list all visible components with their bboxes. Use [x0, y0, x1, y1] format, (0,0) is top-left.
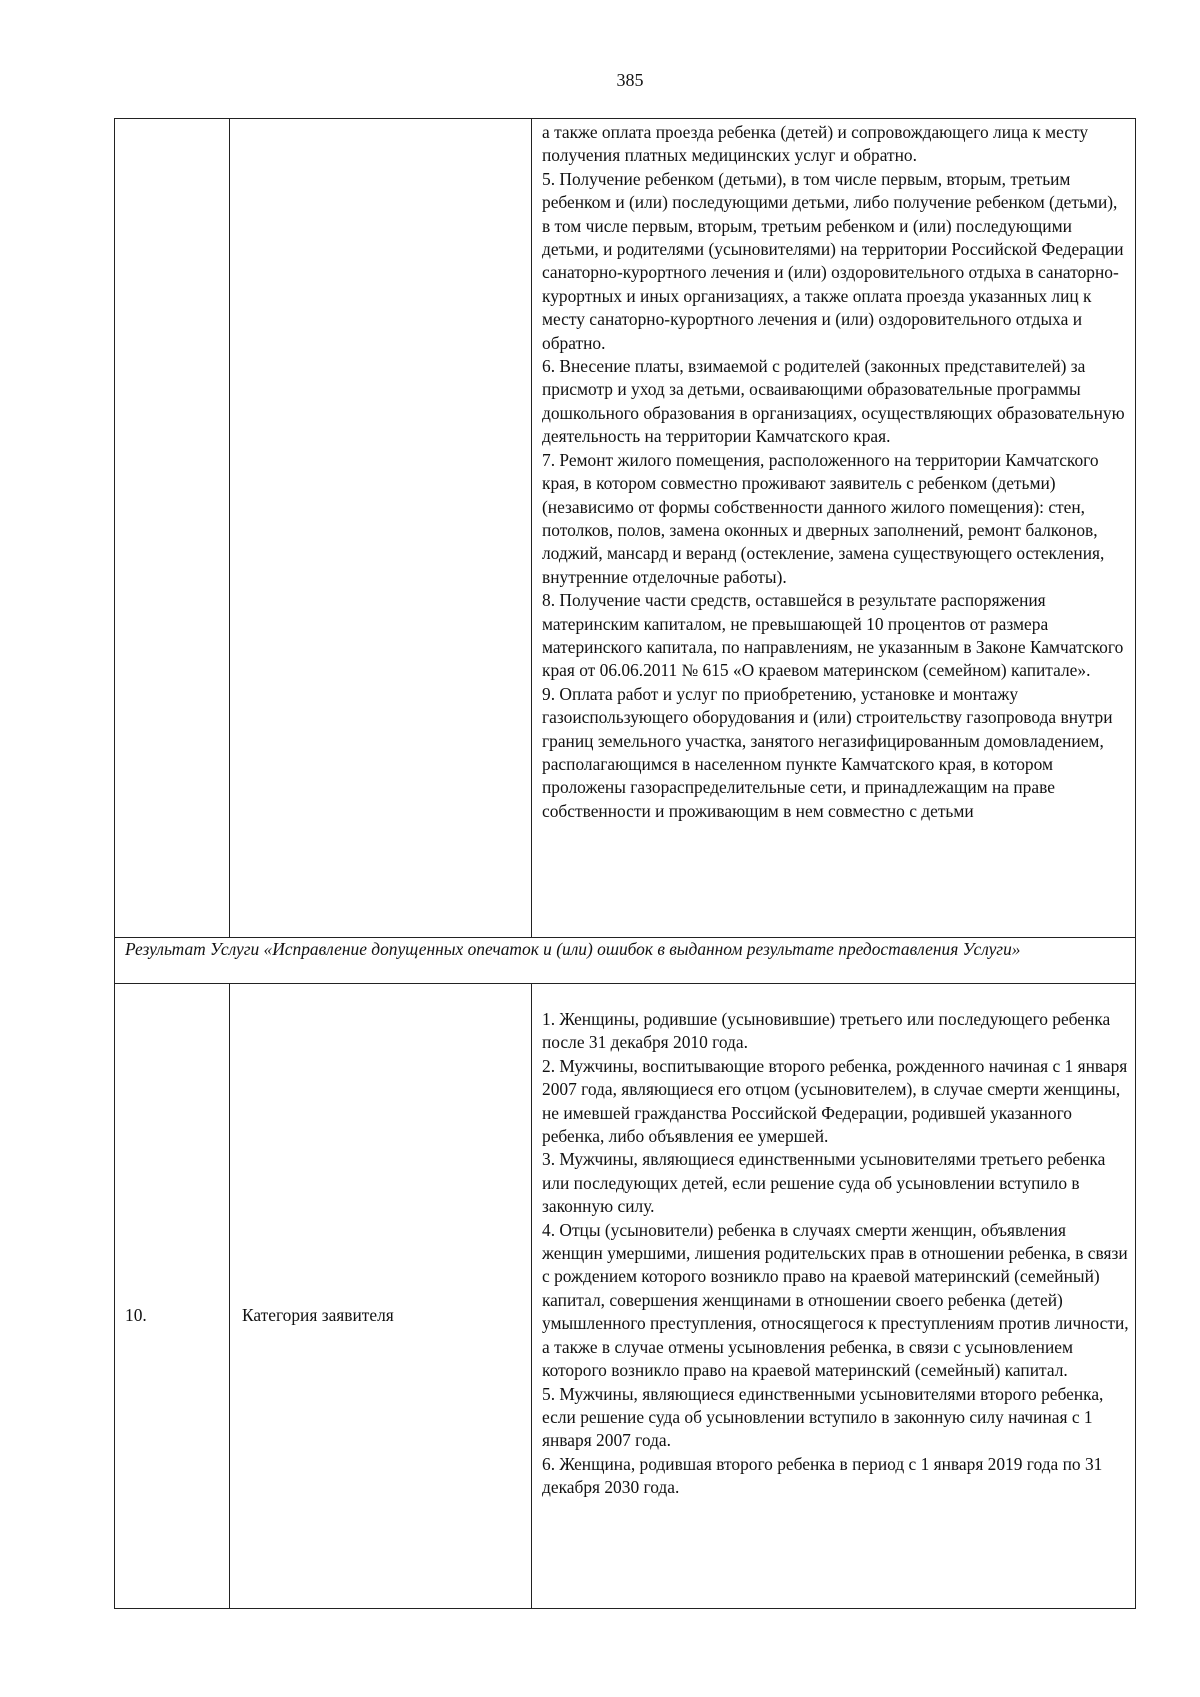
- paragraph: 4. Отцы (усыновители) ребенка в случаях смерти женщин, объявления женщин умершими, лишения родительских прав в отношении ребенка, в связи с рождением которого возникло право на краевой материнский (семейный) капитал, совершения женщинами в отношении своего ребенка (детей) умышленного преступления, относящегося к преступлениям против личности, а также в случае отмены усыновления ребенка, в связи с усыновлением которого возникло право на краевой материнский (семейный) капитал.: [542, 1219, 1129, 1381]
- row-label-cell: [230, 119, 532, 938]
- paragraph: а также оплата проезда ребенка (детей) и сопровождающего лица к месту получения платных медицинских услуг и обратно.: [542, 122, 1089, 166]
- paragraph: 7. Ремонт жилого помещения, расположенного на территории Камчатского края, в котором совместно проживают заявитель с ребенком (детьми) (независимо от формы собственности данного жилого помещения): стен, потолков, полов, замена оконных и дверных заполнений, ремонт балконов, лоджий, мансард и веранд (остекление, замена существующего остекления, внутренние отделочные работы).: [542, 449, 1105, 587]
- paragraph: 8. Получение части средств, оставшейся в результате распоряжения материнским капиталом, не превышающей 10 процентов от размера материнского капитала, по направлениям, не указанным в Законе Камчатского края от 06.06.2011 № 615 «О краевом материнском (семейном) капитале».: [542, 590, 1124, 681]
- row-content-cell: [532, 984, 1136, 1609]
- section-header-row: [115, 938, 1136, 984]
- row-number-cell: [115, 119, 230, 938]
- table-row: [115, 984, 1136, 1609]
- row-content-cell: [532, 119, 1136, 938]
- paragraph: 2. Мужчины, воспитывающие второго ребенка, рожденного начиная с 1 января 2007 года, являющиеся его отцом (усыновителем), в случае смерти женщины, не имевшей гражданства Российской Федерации, родившей указанного ребенка, либо объявления ее умершей.: [542, 1055, 1128, 1147]
- page-number: 385: [616, 70, 644, 90]
- paragraph: 9. Оплата работ и услуг по приобретению, установке и монтажу газоиспользующего оборудования и (или) строительству газопровода внутри границ земельного участка, занятого негазифицированным домовладением, располагающимся в населенном пункте Камчатского края, в котором проложены газораспределительные сети, и принадлежащим на праве собственности и проживающим в нем совместно с детьми: [542, 683, 1113, 821]
- paragraph: 1. Женщины, родившие (усыновившие) третьего или последующего ребенка после 31 декабря 2010 года.: [542, 1009, 1111, 1053]
- row-label-cell: Категория заявителя: [230, 984, 532, 1609]
- paragraph: 6. Женщина, родившая второго ребенка в период с 1 января 2019 года по 31 декабря 2030 года.: [542, 1453, 1103, 1498]
- section-title: Результат Услуги «Исправление допущенных опечаток и (или) ошибок в выданном результате предоставления Услуги»: [115, 938, 1136, 984]
- paragraph: 6. Внесение платы, взимаемой с родителей (законных представителей) за присмотр и уход за детьми, осваивающими образовательные программы дошкольного образования в организациях, осуществляющих образовательную деятельность на территории Камчатского края.: [542, 356, 1125, 447]
- paragraph: 3. Мужчины, являющиеся единственными усыновителями третьего ребенка или последующих детей, если решение суда об усыновлении вступило в законную силу.: [542, 1149, 1106, 1217]
- table-row: [115, 119, 1136, 938]
- document-table: [114, 118, 1136, 1609]
- paragraph: 5. Мужчины, являющиеся единственными усыновителями второго ребенка, если решение суда об усыновлении вступило в законную силу начиная с 1 января 2007 года.: [542, 1383, 1104, 1451]
- row-number-cell: 10.: [115, 984, 230, 1609]
- paragraph: 5. Получение ребенком (детьми), в том числе первым, вторым, третьим ребенком и (или) последующими детьми, либо получение ребенком (детьми), в том числе первым, вторым, третьим ребенком и (или) последующими детьми, и родителями (усыновителями) на территории Российской Федерации санаторно-курортного лечения и (или) оздоровительного отдыха в санаторно-курортных и иных организациях, а также оплата проезда указанных лиц к месту санаторно-курортного лечения и (или) оздоровительного отдыха и обратно.: [542, 168, 1124, 353]
